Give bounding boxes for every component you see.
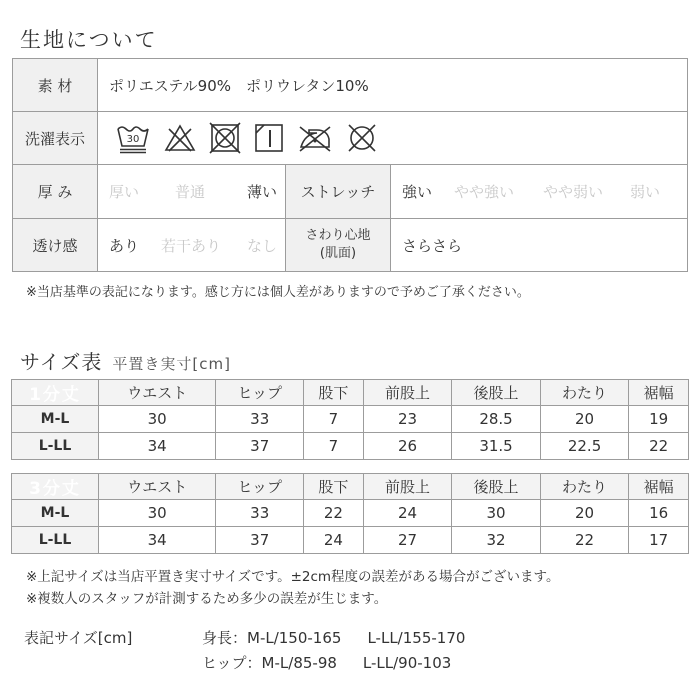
line-dry-shade-icon: [254, 123, 284, 153]
cell: 34: [99, 527, 216, 554]
cell: 30: [99, 406, 216, 433]
size-title: [20, 346, 231, 375]
table-row: [12, 433, 689, 460]
touch-value: さらさら: [391, 219, 688, 272]
care-icons: [109, 122, 687, 154]
header-hem: 裾幅: [629, 380, 689, 406]
size-notes: [26, 566, 559, 610]
stretch-option-somewhat-weak: やや弱い: [543, 183, 604, 201]
row-label: M-L: [12, 500, 99, 527]
display-hip-line-b: L-LL/90-103: [362, 654, 452, 672]
header-waist: ウエスト: [99, 474, 216, 500]
header-hip: ヒップ: [216, 474, 304, 500]
cell: 27: [363, 527, 452, 554]
cell: 22.5: [540, 433, 629, 460]
header-thigh: わたり: [540, 380, 629, 406]
header-inseam: 股下: [304, 380, 364, 406]
fabric-table: [12, 58, 688, 272]
touch-label-line1: さわり心地: [305, 228, 371, 243]
stretch-options: [391, 165, 688, 219]
display-height-line-b: L-LL/155-170: [367, 629, 466, 647]
cell: 34: [99, 433, 216, 460]
no-bleach-icon: [164, 123, 196, 153]
cell: 31.5: [452, 433, 541, 460]
header-thigh: わたり: [540, 474, 629, 500]
low-iron-icon: [297, 123, 333, 153]
thickness-label: 厚 み: [13, 165, 98, 219]
size-table-1: [11, 379, 689, 460]
size-note-1: ※上記サイズは当店平置き実寸サイズです。±2cm程度の誤差がある場合がございます。: [26, 569, 560, 585]
no-dry-clean-icon: [346, 122, 378, 154]
size-subtitle: 平置き実寸[cm]: [112, 355, 231, 373]
thickness-option-thin: 薄い: [247, 183, 278, 201]
sheer-option-none: なし: [247, 236, 278, 255]
header-hip: ヒップ: [216, 380, 304, 406]
cell: 30: [99, 500, 216, 527]
wash-30-gentle-icon: [115, 122, 151, 154]
header-hem: 裾幅: [629, 474, 689, 500]
size-table-3: [11, 473, 689, 554]
cell: 37: [216, 433, 304, 460]
sheer-options: [98, 219, 286, 272]
header-front-rise: 前股上: [363, 380, 452, 406]
row-label: L-LL: [12, 527, 99, 554]
header-back-rise: 後股上: [452, 474, 541, 500]
size-table-corner: 1分丈: [12, 380, 99, 406]
cell: 30: [452, 500, 541, 527]
cell: 33: [216, 500, 304, 527]
sheer-option-slight: 若干あり: [161, 236, 222, 255]
material-label: 素 材: [13, 59, 98, 112]
header-inseam: 股下: [304, 474, 364, 500]
stretch-option-strong: 強い: [402, 183, 433, 201]
cell: 33: [216, 406, 304, 433]
size-note-2: ※複数人のスタッフが計測するため多少の誤差が生じます。: [26, 591, 388, 607]
thickness-option-thick: 厚い: [109, 183, 140, 201]
cell: 7: [304, 406, 364, 433]
cell: 22: [304, 500, 364, 527]
row-label: L-LL: [12, 433, 99, 460]
stretch-option-weak: 弱い: [630, 183, 661, 201]
no-tumble-dry-icon: [209, 122, 241, 154]
cell: 26: [363, 433, 452, 460]
size-table-corner: 3分丈: [12, 474, 99, 500]
material-value: ポリエステル90% ポリウレタン10%: [98, 59, 688, 112]
cell: 20: [540, 500, 629, 527]
display-size-label: 表記サイズ[cm]: [24, 629, 133, 647]
size-title-text: サイズ表: [20, 350, 103, 374]
cell: 32: [452, 527, 541, 554]
display-height-line: 身長：M-L/150-165: [202, 629, 342, 647]
cell: 17: [629, 527, 689, 554]
wash-temp-text: 30: [126, 134, 140, 145]
header-front-rise: 前股上: [363, 474, 452, 500]
cell: 37: [216, 527, 304, 554]
table-row: [12, 500, 689, 527]
stretch-label: ストレッチ: [286, 165, 391, 219]
header-waist: ウエスト: [99, 380, 216, 406]
cell: 28.5: [452, 406, 541, 433]
thickness-options: [98, 165, 286, 219]
stretch-option-somewhat-strong: やや強い: [454, 183, 515, 201]
display-hip-line: ヒップ：M-L/85-98: [202, 654, 337, 672]
cell: 20: [540, 406, 629, 433]
header-back-rise: 後股上: [452, 380, 541, 406]
table-row: [12, 406, 689, 433]
care-icons-cell: [98, 112, 688, 165]
row-label: M-L: [12, 406, 99, 433]
cell: 22: [540, 527, 629, 554]
cell: 16: [629, 500, 689, 527]
table-row: [12, 527, 689, 554]
care-label: 洗濯表示: [13, 112, 98, 165]
display-size: [24, 626, 465, 676]
cell: 22: [629, 433, 689, 460]
cell: 24: [304, 527, 364, 554]
cell: 19: [629, 406, 689, 433]
sheer-label: 透け感: [13, 219, 98, 272]
touch-label-line2: (肌面): [319, 246, 357, 261]
fabric-title: 生地について: [20, 28, 158, 52]
sheer-option-yes: あり: [109, 236, 140, 255]
touch-label: [286, 219, 391, 272]
fabric-note: ※当店基準の表記になります。感じ方には個人差がありますので予めご了承ください。: [26, 285, 530, 300]
cell: 24: [363, 500, 452, 527]
cell: 23: [363, 406, 452, 433]
thickness-option-normal: 普通: [175, 183, 206, 201]
cell: 7: [304, 433, 364, 460]
